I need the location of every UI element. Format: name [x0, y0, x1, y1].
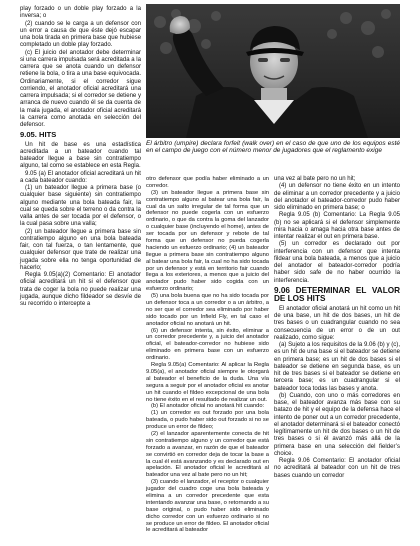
paragraph: (2) cuando se le carga a un defensor con un error a causa de que éste dejó escapar una bola tirada en primera base que hubiese completado un doble play forzado.: [20, 20, 141, 49]
column-1-top: [20, 6, 141, 308]
paragraph: Regla 9.06 Comentario: El anotador oficial no acreditará al bateador con un hit de tres bases cuando un corredor: [274, 458, 400, 479]
paragraph: (6) un defensor intenta, sin éxito, eliminar a un corredor precedente y, a juicio del anotador oficial, el bateador-corredor no hubiese sido eliminado en primera base con un esfuerzo ordinario.: [146, 327, 269, 362]
paragraph: (b) Cuando, con uno o más corredores en base, el bateador avanza más base con su batazo de hit y el equipo de la defensa hace el intento de poner out a un corredor precedente, el anotador determinará si el bateador conectó legítimamente un hit de dos bases o un hit de tres bases o si él avanzó más allá de la primera base en una selección del fielder’s choice.: [274, 392, 400, 457]
paragraph: (5) un corredor es declarado out por interferencia con un defensor que intenta fildear una bola bateada, a menos que a juicio del anotador el bateador-corredor podría haber sido safe de no haber ocurrido la interferencia.: [274, 241, 400, 284]
paragraph: Regla 9.05 (b) Comentario: La Regla 9.05 (b) no se aplicará si el defensor simplemente mira hacia o amaga hacia otra base antes de intentar realizar el out en primera base.: [274, 212, 400, 240]
paragraph: (c) El juicio del anotador debe determinar si una carrera impulsada será acreditada a la carrera que se anota cuando un defensor retiene la bola, o tira a una base equivocada. Ordinariamente, si el corredor sigue corriendo, el anotador oficial acreditará una carrera impulsada; si el corredor se detiene y arranca de nuevo cuando él se da cuenta de la mala jugada, el anotador oficial acreditará la carrera como anotada en selección del defensor.: [20, 49, 142, 128]
paragraph: (3) un bateador llegue a primera base sin contratiempo alguno al batear una bola fair, la cual da un salto irregular de tal forma que un defensor no puede cogerla con un esfuerzo ordinario, o que da contra la goma del lanzador o cualquier base (incluyendo el home), antes de ser tocada por un defensor y rebote de tal forma que un defensor no pueda cogerla haciendo un esfuerzo ordinario; (4) un bateador llegue a primera base sin contratiempo alguno al batear una bola fair, la cual no ha sido tocada por un defensor y está en territorio fair cuando llega a los exteriores, a menos que a juicio del anotador pudo haber sido cogida con un esfuerzo ordinario;: [146, 189, 269, 293]
paragraph: (a) Sujeto a los requisitos de la 9.06 (b) y (c), es un hit de una base si el bateador se detiene en primera base; es un hit de dos bases si el bateador se detiene en segunda base, es un hit de tres bases si el bateador se detiene en tercera base; es un cuadrangular si el bateador toca todas las bases y anota.: [274, 342, 400, 392]
paragraph: (5) una bola buena que no ha sido tocada por un defensor toca a un corredor o a un árbitro, a no ser que el corredor sea eliminado por haber sido tocado por un Infield Fly, en tal caso el anotador oficial no anotará un hit.: [146, 293, 269, 327]
section-heading-value-of-hits: 9.06 DETERMINAR EL VALOR DE LOS HITS: [274, 285, 400, 304]
paragraph: (1) un corredor es out forzado por una bola bateada, o pudo haber sido out forzado si no se produce un error de fildeo;: [146, 410, 269, 431]
column-3-full: [274, 176, 400, 480]
paragraph: Un hit de base es una estadística acreditada a un bateador cuando tal bateador llegue a base sin contratiempo alguno, tal como se establece en esta Regla.: [20, 141, 141, 170]
photo-caption: El árbitro (umpire) declara forfeit (walk over) en el caso de que uno de los equipos esté en el campo de juego con el número menor de jugadores que el reglamento exige: [146, 140, 400, 155]
paragraph: Regla 9.05(a) Comentario: Al aplicar la Regla 9.05(a), el anotador oficial siempre le otorgará al bateador el beneficio de la duda. Una vía segura a seguir por el anotador oficial es anotar un hit cuando el fildeo excepcional de una bola no tiene éxito en el resultado de realizar un out.: [146, 362, 269, 403]
section-heading-hits: 9.05. HITS: [20, 130, 57, 140]
umpire-photo-image: [146, 4, 400, 138]
paragraph: 9.05 (a) El anotador oficial acreditará un hit a cada bateador cuando:: [20, 170, 141, 184]
paragraph: play forzado o un doble play forzado a la inversa; o: [20, 6, 141, 20]
umpire-photo: [146, 4, 400, 138]
paragraph: (4) un defensor no tiene éxito en un intento de eliminar a un corredor precedente y a juicio del anotador el bateador-corredor pudo haber sido eliminado en primera base; o: [274, 183, 400, 211]
paragraph: El anotador oficial anotará un hit como un hit de una base, un hit de dos bases, un hit de tres bases o un cuadrangular cuando no sea consecuencia de un error o de un out realizado, como sigue:: [274, 305, 400, 341]
paragraph: (3) cuando el lanzador, el receptor o cualquier jugador del cuadro coge una bola bateada y elimina a un corredor precedente que esta intentando avanzar una base, o retornando a su base original, o pudo haber sido eliminado dicho corredor con un esfuerzo ordinario si no se produce un error de fildeo. El anotador oficial le acreditará al bateador: [146, 479, 269, 534]
paragraph: (2) el lanzador aparentemente conecta de hit sin contratiempo alguno y un corredor que está forzado a avanzar, en razón de que el bateador se convirtió en corredor deja de tocar la base a la cual él está avanzando y es declarado out en apelación. El anotador oficial le acreditará al bateador una vez al bate pero no un hit;: [146, 430, 269, 479]
paragraph: Regla 9.05(a)(2) Comentario: El anotador oficial acreditará un hit si el defensor que trata de coger la bola no puede realizar una jugada, aunque dicho fildeador se desvíe de su recorrido o intercepte a: [20, 272, 141, 308]
column-2: [146, 176, 269, 534]
paragraph: (1) un bateador llegue a primera base (o cualquier base siguiente) sin contratiempo alguno mediante una bola bateada fair, la cual se queda sobre el terreno o da contra la valla antes de ser tocada por el defensor, o la cual pasa sobre una valla;: [20, 185, 141, 228]
paragraph: (b) El anotador oficial no anotará hit cuando:: [151, 403, 265, 410]
paragraph: una vez al bate pero no un hit;: [274, 176, 356, 182]
paragraph: (2) un bateador llegue a primera base sin contratiempo alguno en una bola bateada fair, con tal fuerza, o tan lentamente, que cualquier defensor que trate de realizar una jugada sobre ella no tenga oportunidad de hacerlo;: [20, 228, 141, 271]
paragraph: otro defensor que podía haber eliminado a un corredor.: [146, 176, 269, 189]
